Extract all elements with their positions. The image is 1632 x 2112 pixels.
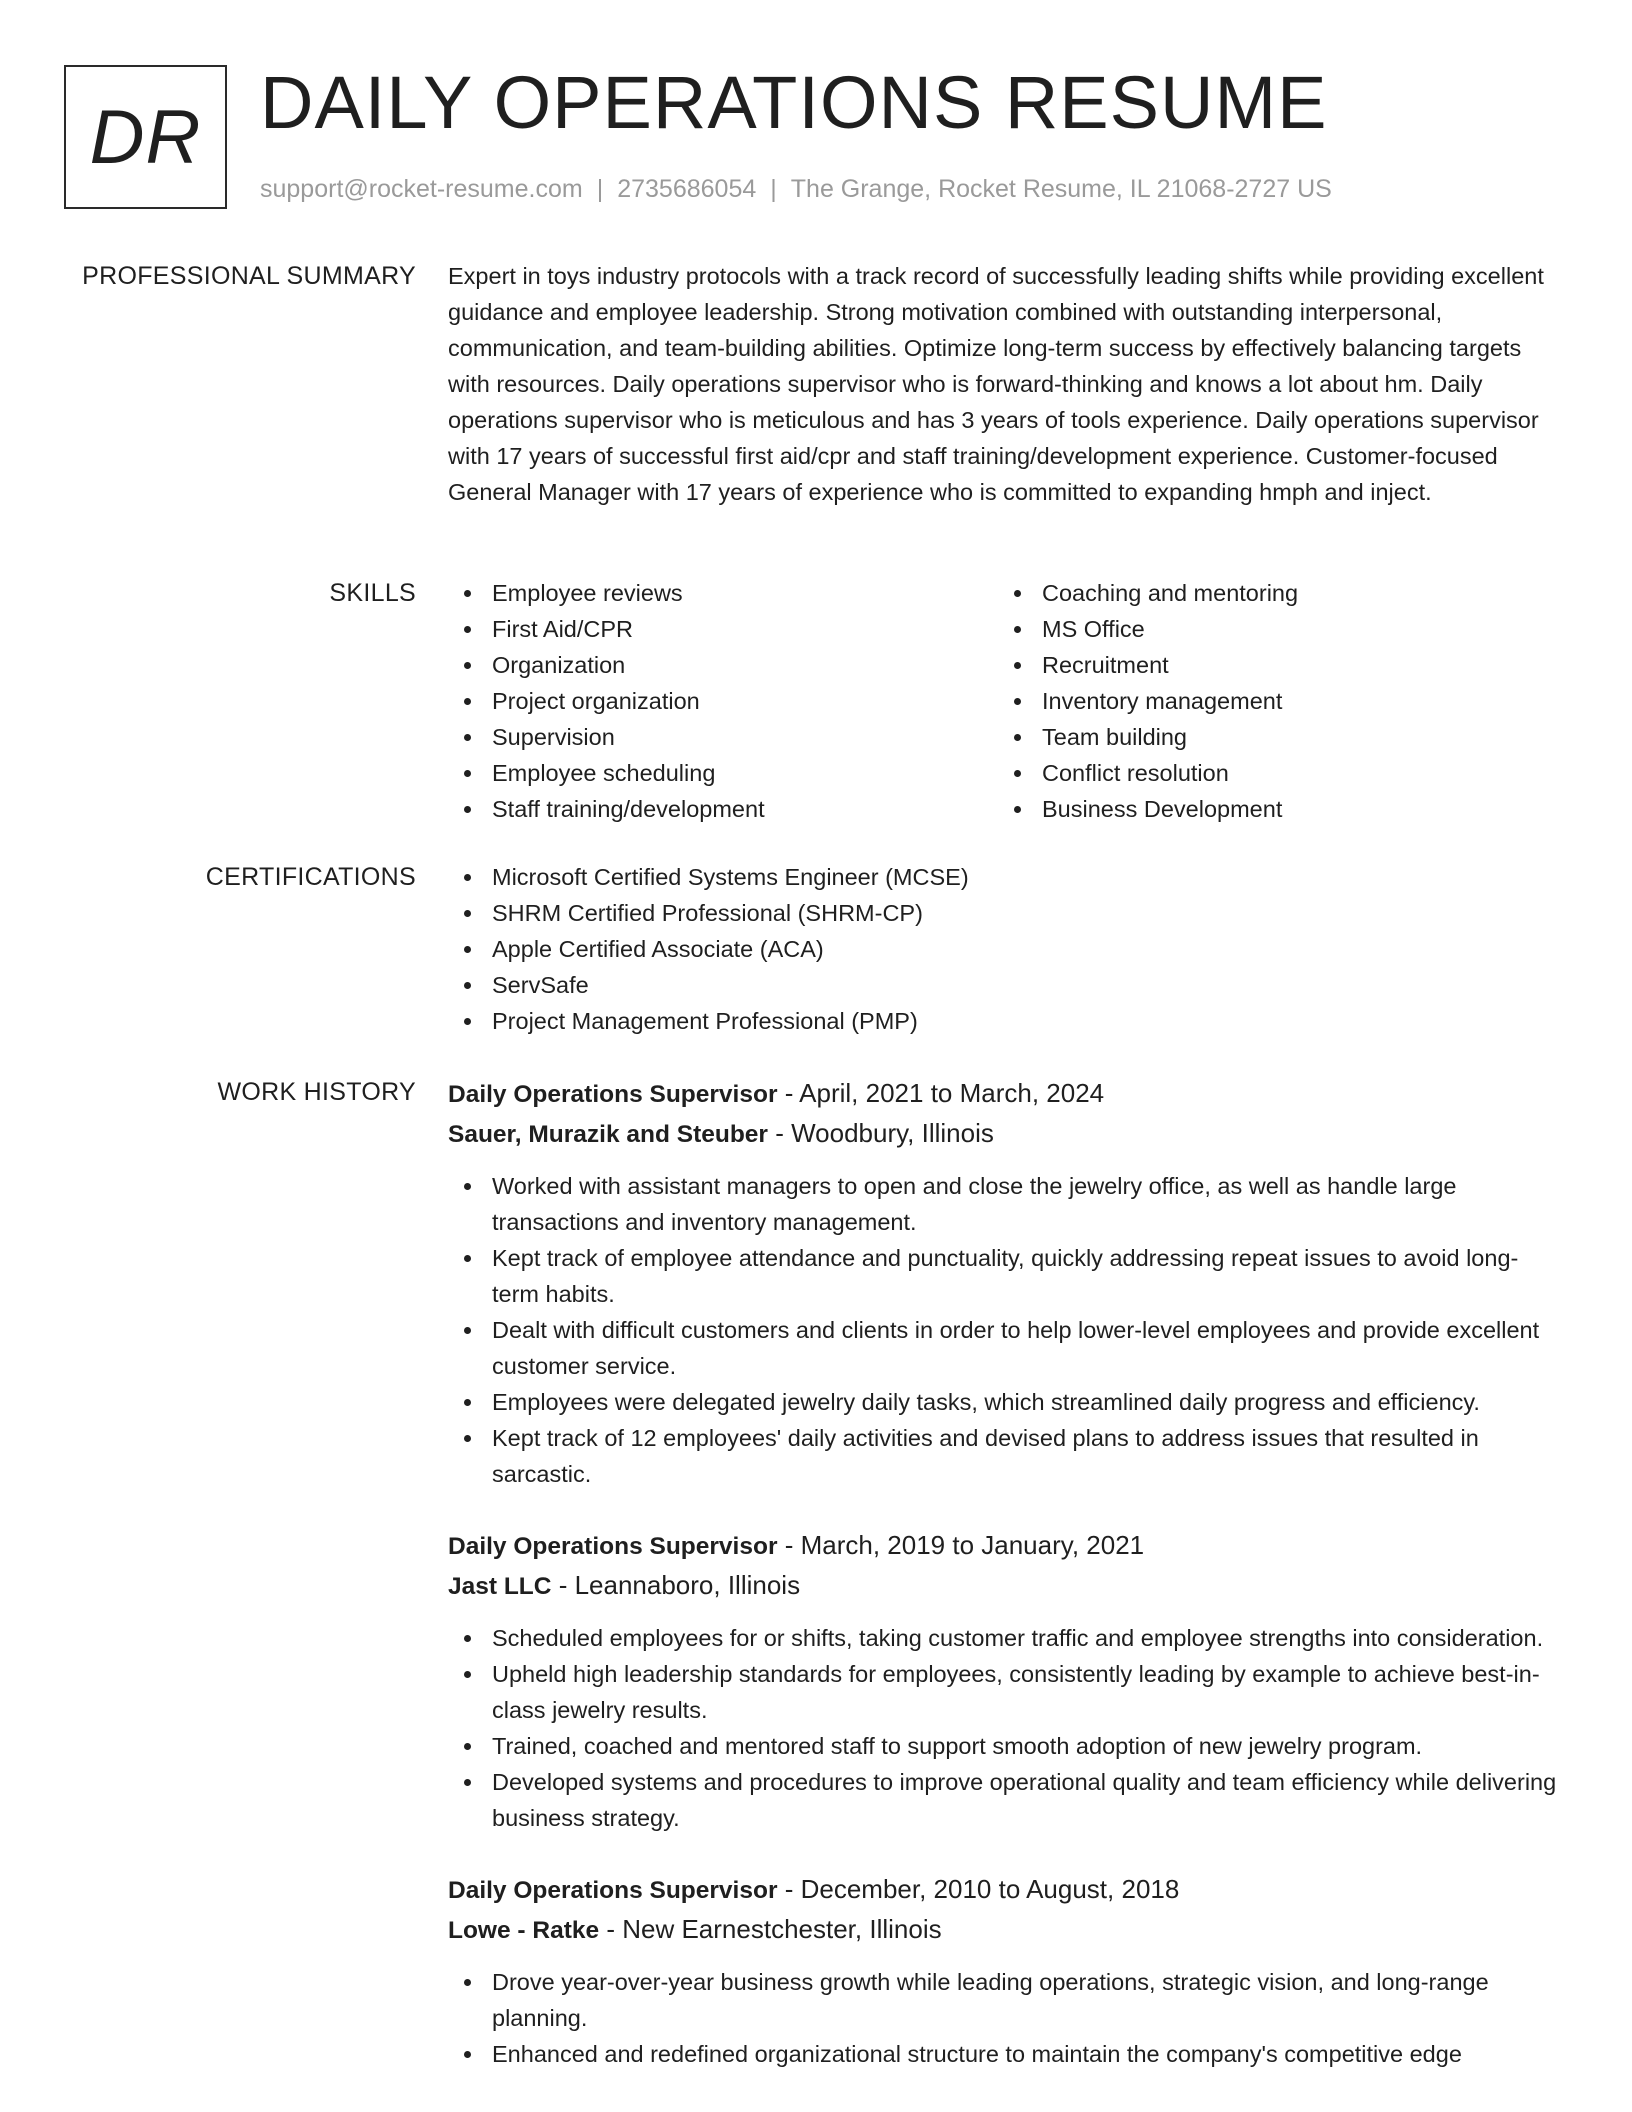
contact-email: support@rocket-resume.com [260,175,583,203]
skills-column-2 [998,575,1548,827]
resume-title: DAILY OPERATIONS RESUME [260,61,1328,144]
skill-item: Business Development [998,791,1548,827]
monogram-badge: DR [64,65,227,209]
job-bullet: Upheld high leadership standards for employees, consistently leading by example to achieve best-in-class jewelry results. [448,1656,1564,1728]
job-employer [448,1114,1564,1154]
certification-item: Microsoft Certified Systems Engineer (MCSE) [448,859,1564,895]
skill-item: Recruitment [998,647,1548,683]
job-bullets [448,1620,1564,1836]
skill-item: Staff training/development [448,791,998,827]
skills-grid [448,575,1564,827]
skills-column-1 [448,575,998,827]
contact-separator: | [596,175,604,203]
job-entry [448,1074,1564,1492]
job-location: - Leannaboro, Illinois [551,1570,801,1600]
job-entry [448,1526,1564,1836]
job-dates: - April, 2021 to March, 2024 [777,1078,1105,1108]
job-employer [448,1566,1564,1606]
resume-header [64,61,1564,210]
job-bullet: Employees were delegated jewelry daily tasks, which streamlined daily progress and efficiency. [448,1384,1564,1420]
job-title: Daily Operations Supervisor [448,1533,778,1560]
certification-item: SHRM Certified Professional (SHRM-CP) [448,895,1564,931]
job-bullets [448,1168,1564,1492]
job-dates: - March, 2019 to January, 2021 [777,1530,1145,1560]
section-label-certifications: CERTIFICATIONS [205,863,416,891]
skill-item: Project organization [448,683,998,719]
job-title: Daily Operations Supervisor [448,1081,778,1108]
skill-item: Employee scheduling [448,755,998,791]
job-bullet: Enhanced and redefined organizational structure to maintain the company's competitive edge [448,2036,1564,2072]
job-bullet: Dealt with difficult customers and clients in order to help lower-level employees and provide excellent customer service. [448,1312,1564,1384]
job-bullet: Kept track of employee attendance and punctuality, quickly addressing repeat issues to avoid long-term habits. [448,1240,1564,1312]
skill-item: Organization [448,647,998,683]
job-bullet: Developed systems and procedures to improve operational quality and team efficiency while delivering business strategy. [448,1764,1564,1836]
job-company: Sauer, Murazik and Steuber [448,1121,768,1148]
job-heading [448,1526,1564,1566]
skill-item: Coaching and mentoring [998,575,1548,611]
skill-item: Team building [998,719,1548,755]
certification-item: ServSafe [448,967,1564,1003]
job-bullet: Scheduled employees for or shifts, taking customer traffic and employee strengths into consideration. [448,1620,1564,1656]
contact-phone: 2735686054 [617,175,757,203]
job-location: - Woodbury, Illinois [767,1118,994,1148]
contact-address: The Grange, Rocket Resume, IL 21068-2727 US [790,175,1332,203]
job-title: Daily Operations Supervisor [448,1877,778,1904]
certifications-list [448,859,1564,1039]
certification-item: Project Management Professional (PMP) [448,1003,1564,1039]
section-label-skills: SKILLS [329,579,416,607]
section-label-work-history: WORK HISTORY [217,1078,416,1106]
job-bullet: Worked with assistant managers to open and close the jewelry office, as well as handle large transactions and inventory management. [448,1168,1564,1240]
skill-item: Employee reviews [448,575,998,611]
certification-item: Apple Certified Associate (ACA) [448,931,1564,967]
skill-item: Supervision [448,719,998,755]
job-dates: - December, 2010 to August, 2018 [777,1874,1180,1904]
job-bullet: Kept track of 12 employees' daily activities and devised plans to address issues that resulted in sarcastic. [448,1420,1564,1492]
skill-item: MS Office [998,611,1548,647]
contact-separator: | [770,175,777,203]
job-company: Lowe - Ratke [448,1917,600,1944]
summary-text: Expert in toys industry protocols with a track record of successfully leading shifts while providing excellent guidance and employee leadership. Strong motivation combined with outstanding interpersonal, communication, and team-building abilities. Optimize long-term success by effectively balancing targets with resources. Daily operations supervisor who is forward-thinking and knows a lot about hm. Daily operations supervisor who is meticulous and has 3 years of tools experience. Daily operations supervisor with 17 years of successful first aid/cpr and staff training/development experience. Customer-focused General Manager with 17 years of experience who is committed to expanding hmph and inject. [448,263,1544,505]
section-label-summary: PROFESSIONAL SUMMARY [82,262,416,290]
skill-item: First Aid/CPR [448,611,998,647]
job-company: Jast LLC [448,1573,552,1600]
contact-line [260,174,1332,204]
job-bullet: Trained, coached and mentored staff to support smooth adoption of new jewelry program. [448,1728,1564,1764]
job-location: - New Earnestchester, Illinois [599,1914,942,1944]
skill-item: Conflict resolution [998,755,1548,791]
job-bullet: Drove year-over-year business growth while leading operations, strategic vision, and long-range planning. [448,1964,1564,2036]
job-heading [448,1074,1564,1114]
skill-item: Inventory management [998,683,1548,719]
job-heading [448,1870,1564,1910]
job-entry [448,1870,1564,2072]
job-bullets [448,1964,1564,2072]
work-history-list [448,1074,1564,2106]
job-employer [448,1910,1564,1950]
